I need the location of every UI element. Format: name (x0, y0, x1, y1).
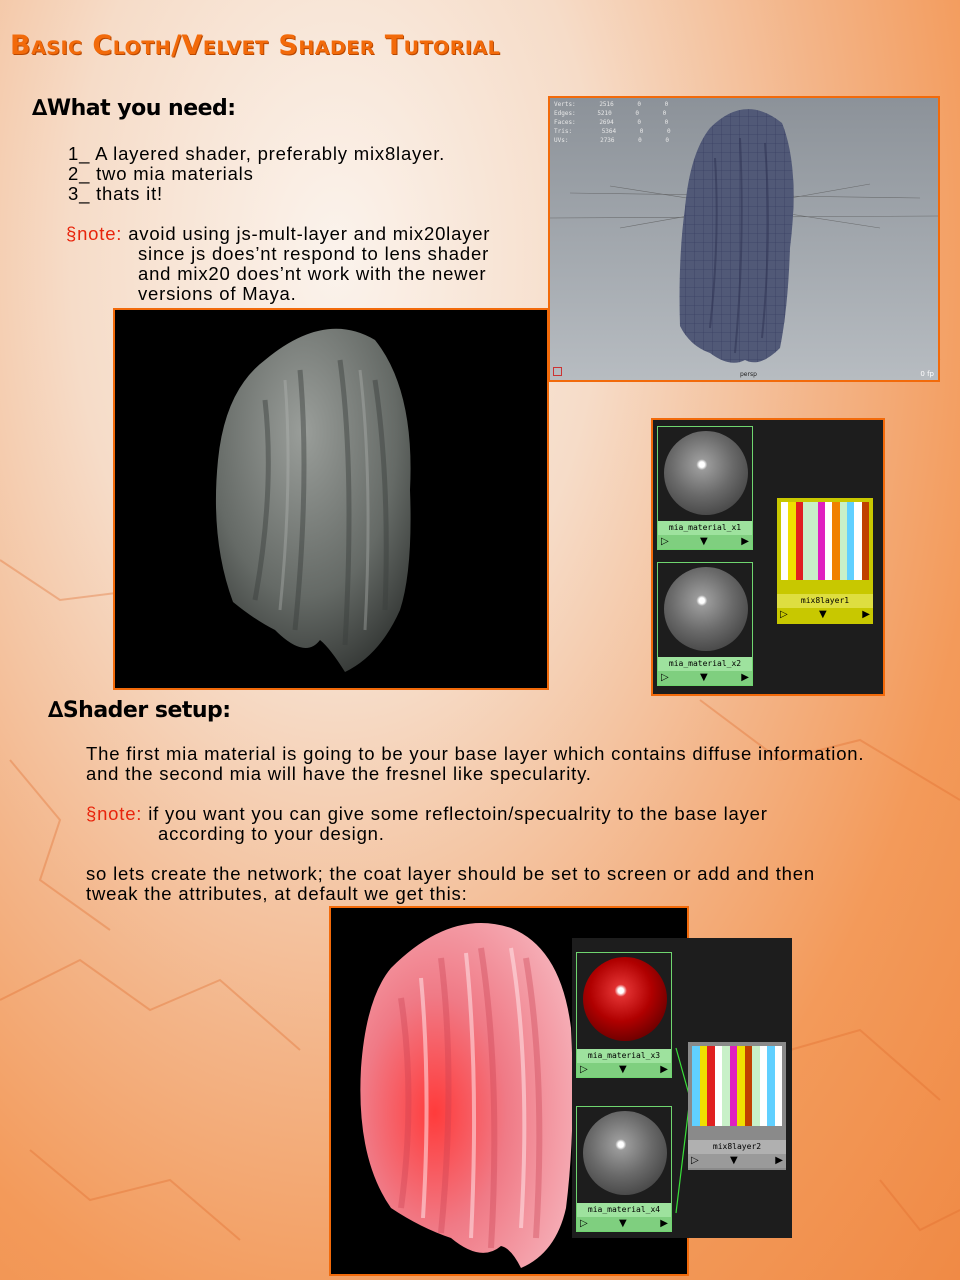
note-line: avoid using js-mult-layer and mix20layer (128, 223, 491, 244)
mia-material-node[interactable] (576, 1106, 672, 1232)
layer-swatch (692, 1046, 782, 1126)
note-line: and mix20 does’nt work with the newer (138, 263, 487, 284)
note-line: versions of Maya. (138, 283, 297, 304)
requirement-item: 2_ two mia materials (68, 163, 254, 184)
node-controls[interactable]: ▷ ▼ ▶ (658, 671, 752, 685)
note-label: §note: (86, 803, 143, 824)
note-label: §note: (66, 223, 123, 244)
mia-material-node[interactable] (576, 952, 672, 1078)
paragraph-line: tweak the attributes, at default we get this: (86, 883, 468, 904)
node-controls[interactable]: ▷ ▼ ▶ (577, 1063, 671, 1077)
paragraph-line: so lets create the network; the coat layer should be set to screen or add and then (86, 863, 815, 884)
note-1 (66, 224, 490, 304)
poly-count-hud: Verts: 2516 0 0 Edges: 5210 0 0 Faces: 2694 0 0 Tris: 5364 0 0 UVs: 2736 0 0 (554, 101, 671, 144)
note-2 (86, 804, 768, 844)
paragraph-line: The first mia material is going to be your base layer which contains diffuse information. (86, 743, 865, 764)
shader-setup-heading: ∆Shader setup: (48, 698, 231, 723)
node-controls[interactable]: ▷ ▼ ▶ (577, 1217, 671, 1231)
mia-material-node[interactable] (657, 562, 753, 686)
network-paragraph (86, 864, 815, 904)
note-line: if you want you can give some reflectoin/specualrity to the base layer (148, 803, 768, 824)
node-name: mia_material_x2 (658, 657, 752, 671)
mix8layer-node[interactable] (688, 1042, 786, 1170)
node-name: mia_material_x3 (577, 1049, 671, 1063)
paragraph-line: and the second mia will have the fresnel like specularity. (86, 763, 592, 784)
grey-cloth-image (115, 310, 547, 688)
fps-readout: 0 fp (920, 370, 934, 378)
material-swatch (583, 957, 667, 1041)
maya-viewport-image (548, 96, 940, 382)
note-line: according to your design. (158, 823, 385, 844)
mix8layer-node[interactable] (777, 498, 873, 624)
mia-material-node[interactable] (657, 426, 753, 550)
what-you-need-heading: ∆What you need: (32, 96, 236, 121)
shader-network-1 (651, 418, 885, 696)
requirement-item: 3_ thats it! (68, 183, 163, 204)
requirement-item: 1_ A layered shader, preferably mix8layer. (68, 143, 446, 164)
node-controls[interactable]: ▷ ▼ ▶ (777, 608, 873, 622)
material-swatch (583, 1111, 667, 1195)
setup-paragraph (86, 744, 864, 784)
node-name: mia_material_x1 (658, 521, 752, 535)
node-name: mix8layer1 (777, 594, 873, 608)
requirements-list (68, 144, 445, 204)
node-controls[interactable]: ▷ ▼ ▶ (658, 535, 752, 549)
note-line: since js does’nt respond to lens shader (138, 243, 490, 264)
material-swatch (664, 567, 748, 651)
node-controls[interactable]: ▷ ▼ ▶ (688, 1154, 786, 1168)
camera-label: persp (740, 371, 757, 378)
node-name: mia_material_x4 (577, 1203, 671, 1217)
material-swatch (664, 431, 748, 515)
axis-icon (553, 367, 562, 376)
grey-cloth-render (113, 308, 549, 690)
node-name: mix8layer2 (688, 1140, 786, 1154)
layer-swatch (781, 502, 869, 580)
page-title: Basic Cloth/Velvet Shader Tutorial (10, 30, 501, 61)
shader-network-2 (572, 938, 792, 1238)
